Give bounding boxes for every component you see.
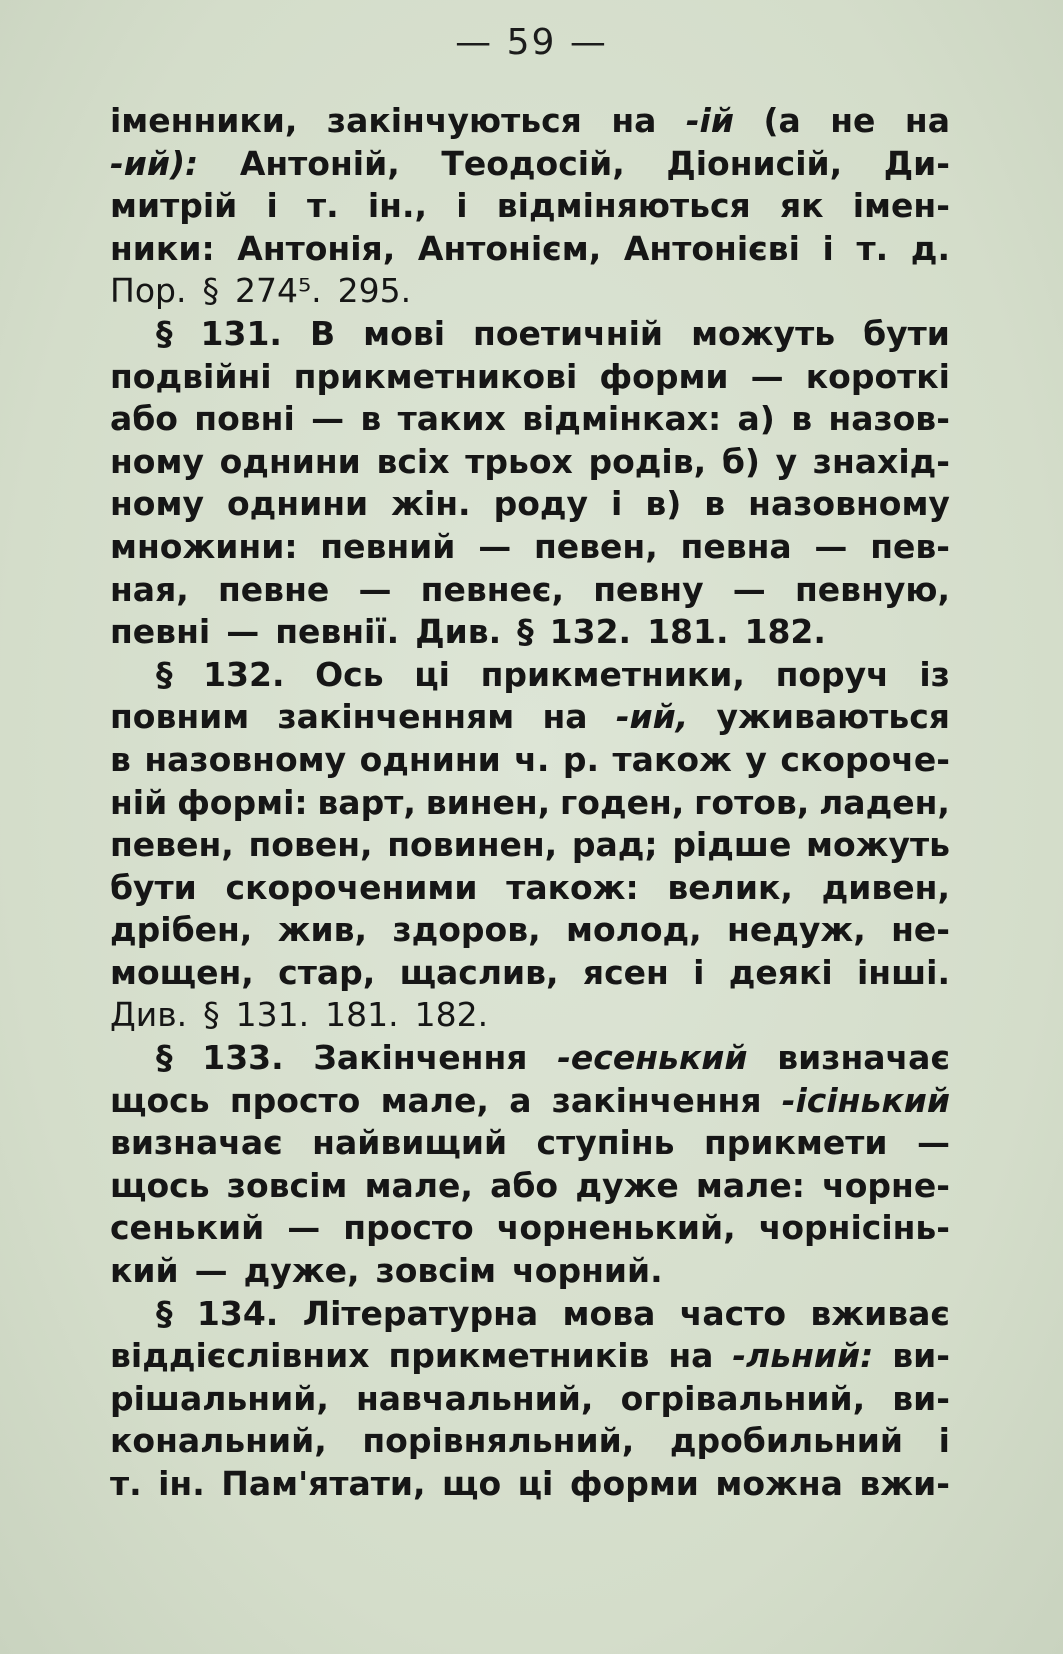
word: Антоній, <box>239 143 400 183</box>
word: порівняльний, <box>362 1421 635 1461</box>
text-line <box>110 1250 950 1293</box>
word: однини <box>226 484 369 524</box>
word: ники: <box>110 228 215 268</box>
word: іменники, <box>110 101 298 140</box>
word: просто <box>343 1208 474 1248</box>
word: можна <box>715 1464 843 1503</box>
word: чорний. <box>512 1251 663 1291</box>
text-line <box>110 824 950 867</box>
word: готов, <box>694 782 810 822</box>
word: жін. <box>391 484 471 524</box>
word: Закінчення <box>313 1038 528 1078</box>
word: однини <box>219 441 361 481</box>
word: формі: <box>177 782 308 822</box>
word: прикметники, <box>480 654 745 694</box>
word: або <box>110 399 178 439</box>
word: ному <box>110 441 204 481</box>
word: уживаються <box>716 697 950 737</box>
word: б) <box>721 441 760 481</box>
text-line <box>110 1037 950 1080</box>
word: 131. <box>200 313 282 353</box>
word: певен, <box>533 526 658 566</box>
word: певне <box>218 569 330 609</box>
word: чорнісінь- <box>758 1208 950 1248</box>
word: чорненький, <box>496 1208 736 1248</box>
word: т. <box>307 186 339 226</box>
word: мові <box>363 313 446 353</box>
word: 181. <box>325 995 399 1035</box>
word: § <box>156 1293 173 1333</box>
word: в <box>360 399 382 439</box>
word: у <box>775 441 798 481</box>
word: Див. <box>415 612 502 652</box>
word: 295. <box>337 271 412 311</box>
word: віддієслівних <box>110 1336 370 1376</box>
word: щось <box>110 1080 210 1120</box>
word: — <box>311 399 345 439</box>
word: § <box>517 612 534 652</box>
word: варт, <box>317 782 416 822</box>
word: на <box>904 101 950 140</box>
text-line <box>110 569 950 612</box>
word: поетичній <box>473 313 664 353</box>
word: назовному <box>748 484 950 524</box>
word: 274⁵. <box>234 271 322 311</box>
word: 133. <box>202 1038 284 1078</box>
word: стар, <box>278 952 376 992</box>
word: можуть <box>806 825 950 865</box>
word: Пам'ятати, <box>221 1464 426 1503</box>
word: Ди- <box>883 143 950 183</box>
word: винен, <box>425 782 551 822</box>
word: 132. <box>549 612 632 652</box>
word: родів, <box>588 441 707 481</box>
text-line <box>110 696 950 739</box>
word: трьох <box>465 441 573 481</box>
word: дивен, <box>821 867 950 907</box>
word: назов- <box>828 399 950 439</box>
word: на <box>611 101 657 140</box>
word: інші. <box>856 952 950 992</box>
word: в <box>110 739 131 779</box>
word: рад; <box>571 825 658 865</box>
word: ін., <box>367 186 428 226</box>
word: -ій <box>685 101 734 140</box>
word: годен, <box>560 782 685 822</box>
word: мале, <box>364 1165 473 1205</box>
word: ясен <box>582 952 669 992</box>
word: Антонієм, <box>417 228 602 268</box>
page-body-text <box>110 100 950 1506</box>
word: ці <box>517 1464 554 1503</box>
word: визначає <box>777 1038 950 1078</box>
word: певна <box>680 526 792 566</box>
word: Діонисій, <box>666 143 843 183</box>
word: на <box>668 1336 714 1376</box>
word: ви- <box>892 1336 950 1376</box>
word: — <box>226 612 260 652</box>
word: повні <box>194 399 295 439</box>
word: — <box>194 1251 228 1291</box>
text-line <box>110 526 950 569</box>
word: зовсім <box>226 1165 348 1205</box>
word: т. <box>110 1464 142 1503</box>
word: зовсім <box>375 1251 497 1291</box>
word: всіх <box>376 441 450 481</box>
word: і <box>611 484 623 524</box>
text-line <box>110 100 950 143</box>
word: у <box>745 739 767 779</box>
word: пев- <box>870 526 950 566</box>
word: ці <box>414 654 450 694</box>
word: короткі <box>805 356 950 396</box>
word: як <box>779 186 824 226</box>
word: також: <box>506 867 639 907</box>
word: ная, <box>110 569 189 609</box>
word: щось <box>110 1165 210 1205</box>
word: — <box>750 356 784 396</box>
text-line <box>110 739 950 782</box>
text-line <box>110 185 950 228</box>
word: бути <box>110 867 197 907</box>
word: дрібен, <box>110 910 253 950</box>
word: і <box>266 186 278 226</box>
word: жив, <box>277 910 368 950</box>
word: § <box>203 995 220 1035</box>
word: Теодосій, <box>441 143 625 183</box>
text-line <box>110 1293 950 1336</box>
word: певен, <box>110 825 234 865</box>
word: недуж, <box>727 910 866 950</box>
word: навчальний, <box>355 1378 594 1418</box>
word: подвійні <box>110 356 272 396</box>
word: -льний: <box>732 1336 874 1376</box>
text-line <box>110 270 950 313</box>
word: закінчуються <box>326 101 582 140</box>
word: 182. <box>744 612 826 652</box>
word: рідше <box>672 825 792 865</box>
word: Див. <box>110 995 188 1035</box>
word: закінчення <box>551 1080 762 1120</box>
text-line <box>110 654 950 697</box>
word: повним <box>110 697 250 737</box>
word: визначає <box>110 1123 283 1163</box>
text-line <box>110 356 950 399</box>
text-line <box>110 1420 950 1463</box>
word: ній <box>110 782 168 822</box>
text-line <box>110 1122 950 1165</box>
text-line <box>110 909 950 952</box>
word: повинен, <box>387 825 558 865</box>
word: певні <box>110 612 211 652</box>
word: 182. <box>414 995 489 1035</box>
word: вжи- <box>859 1464 950 1503</box>
word: прикметників <box>388 1336 650 1376</box>
word: -ий): <box>110 143 199 183</box>
word: молод, <box>566 910 702 950</box>
word: назовному <box>144 739 347 779</box>
word: в <box>704 484 726 524</box>
word: закінченням <box>277 697 515 737</box>
word: повен, <box>248 825 373 865</box>
word: певнії. <box>275 612 400 652</box>
text-line <box>110 952 950 995</box>
text-line <box>110 143 950 186</box>
word: поруч <box>775 654 889 694</box>
word: огрівальний, <box>620 1378 866 1418</box>
word: мале, <box>380 1080 489 1120</box>
word: в <box>791 399 813 439</box>
word: імен- <box>852 186 950 226</box>
text-line <box>110 1378 950 1421</box>
word: здоров, <box>392 910 541 950</box>
word: не- <box>891 910 950 950</box>
word: і <box>693 952 705 992</box>
word: § <box>156 1038 173 1078</box>
word: прикметникові <box>293 356 578 396</box>
word: дробильний <box>669 1421 904 1461</box>
word: форми <box>569 1464 699 1503</box>
word: на <box>542 697 588 737</box>
word: із <box>919 654 950 694</box>
word: певнеє, <box>420 569 564 609</box>
word: в) <box>645 484 682 524</box>
word: таких <box>397 399 506 439</box>
word: 181. <box>647 612 729 652</box>
word: чорне- <box>822 1165 950 1205</box>
word: ін. <box>158 1464 205 1503</box>
word: 134. <box>196 1293 279 1333</box>
word: і <box>938 1421 950 1461</box>
word: знахід- <box>812 441 950 481</box>
word: або <box>490 1165 559 1205</box>
word: § <box>202 271 219 311</box>
text-line <box>110 867 950 910</box>
word: вживає <box>810 1293 950 1333</box>
word: найвищий <box>312 1123 508 1163</box>
text-line <box>110 398 950 441</box>
word: — <box>478 526 512 566</box>
page-number: — 59 — <box>455 22 608 63</box>
word: роду <box>493 484 589 524</box>
word: і <box>456 186 468 226</box>
word: Пор. <box>110 271 187 311</box>
word: мощен, <box>110 952 254 992</box>
word: — <box>732 569 766 609</box>
text-line <box>110 994 950 1037</box>
word: ступінь <box>536 1123 675 1163</box>
word: § <box>156 654 173 694</box>
word: також <box>612 739 732 779</box>
word: можуть <box>691 313 836 353</box>
word: а) <box>737 399 775 439</box>
word: Антонієві <box>623 228 800 268</box>
word: дуже <box>575 1165 679 1205</box>
word: т. <box>856 228 889 268</box>
text-line <box>110 611 950 654</box>
word: і <box>822 228 834 268</box>
word: певную, <box>795 569 950 609</box>
text-line <box>110 1207 950 1250</box>
word: сенький <box>110 1208 265 1248</box>
word: -ісінький <box>781 1080 950 1120</box>
word: ладен, <box>819 782 950 822</box>
word: однини <box>359 739 501 779</box>
word: Ось <box>315 654 384 694</box>
word: ному <box>110 484 204 524</box>
word: щаслив, <box>399 952 559 992</box>
word: — <box>916 1123 950 1163</box>
word: не <box>830 101 876 140</box>
word: — <box>287 1208 321 1248</box>
word: множини: <box>110 526 298 566</box>
text-line <box>110 782 950 825</box>
word: скороче- <box>780 739 950 779</box>
word: — <box>358 569 392 609</box>
word: (а <box>763 101 801 140</box>
word: -есенький <box>557 1038 748 1078</box>
word: що <box>441 1464 502 1503</box>
text-line <box>110 1463 950 1506</box>
word: форми <box>599 356 729 396</box>
word: а <box>509 1080 532 1120</box>
word: бути <box>863 313 950 353</box>
text-line <box>110 441 950 484</box>
word: д. <box>910 228 950 268</box>
word: деякі <box>728 952 833 992</box>
word: певну <box>593 569 704 609</box>
word: дуже, <box>243 1251 360 1291</box>
word: митрій <box>110 186 238 226</box>
word: певний <box>320 526 456 566</box>
word: кий <box>110 1251 179 1291</box>
word: В <box>309 313 336 353</box>
word: кональний, <box>110 1421 327 1461</box>
text-line <box>110 1080 950 1123</box>
text-line <box>110 1335 950 1378</box>
word: р. <box>562 739 600 779</box>
text-line <box>110 228 950 271</box>
word: просто <box>229 1080 361 1120</box>
word: відміняються <box>496 186 751 226</box>
word: скороченими <box>225 867 478 907</box>
word: відмінках: <box>522 399 722 439</box>
word: ч. <box>514 739 550 779</box>
word: рішальний, <box>110 1378 329 1418</box>
word: 131. <box>235 995 310 1035</box>
word: мова <box>562 1293 656 1333</box>
text-line <box>110 313 950 356</box>
word: часто <box>679 1293 787 1333</box>
word: ви- <box>892 1378 950 1418</box>
text-line <box>110 1165 950 1208</box>
word: Антонія, <box>237 228 396 268</box>
word: велик, <box>667 867 793 907</box>
word: Літературна <box>302 1293 539 1333</box>
text-line <box>110 483 950 526</box>
word: -ий, <box>615 697 689 737</box>
word: прикмети <box>703 1123 888 1163</box>
word: — <box>814 526 848 566</box>
word: мале: <box>695 1165 805 1205</box>
word: § <box>156 313 173 353</box>
word: 132. <box>203 654 285 694</box>
